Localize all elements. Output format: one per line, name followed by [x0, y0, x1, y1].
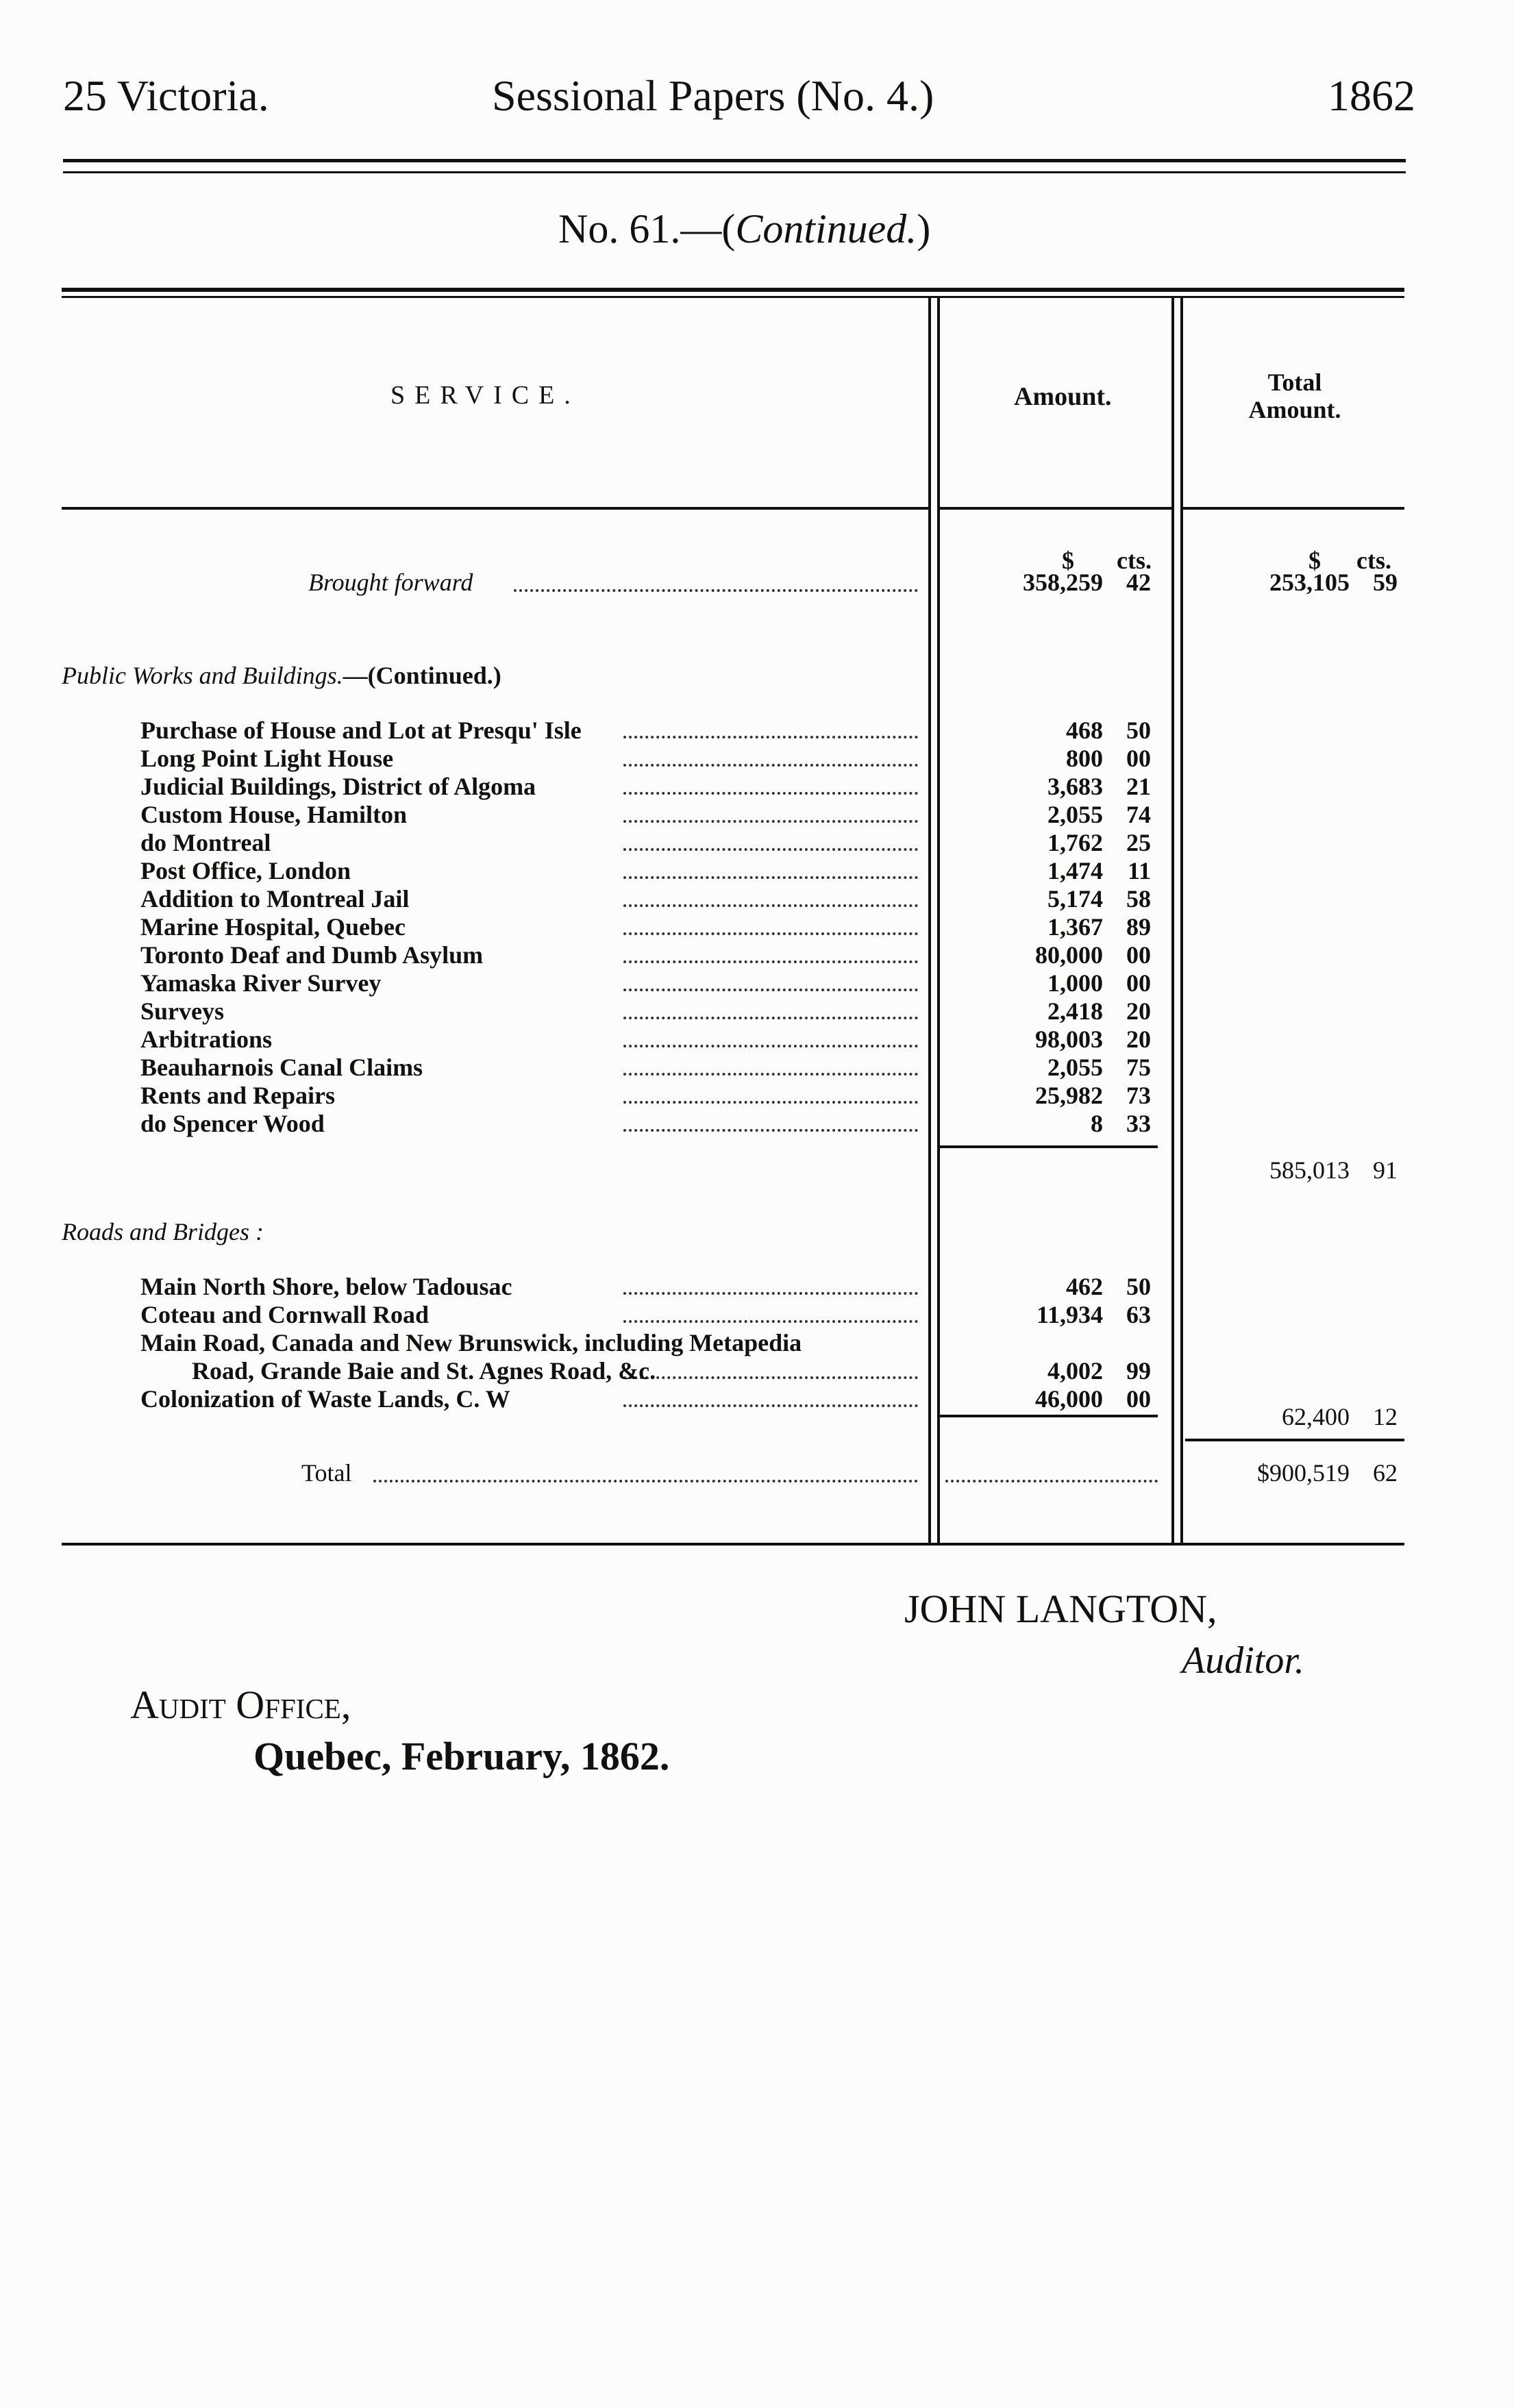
dot-leader — [623, 876, 918, 879]
line-item-label: Surveys — [140, 997, 225, 1025]
running-header-center: Sessional Papers (No. 4.) — [492, 71, 934, 120]
roads-subtotal-cents: 12 — [1373, 1403, 1398, 1430]
brought-forward-amount: 358,259 — [1023, 569, 1103, 596]
line-item-amount: 8 — [1091, 1110, 1103, 1137]
header-underline — [937, 507, 1174, 510]
total-label: Total — [301, 1459, 352, 1487]
grand-total-cents: 62 — [1373, 1459, 1398, 1487]
line-item-amount-cents: 99 — [1126, 1357, 1151, 1385]
line-item-amount: 3,683 — [1047, 773, 1103, 800]
line-item-amount: 25,982 — [1035, 1082, 1103, 1109]
line-item-label: Yamaska River Survey — [140, 969, 382, 997]
dot-leader — [514, 589, 918, 592]
line-item-amount-cents: 21 — [1126, 773, 1151, 800]
public-works-subtotal: 585,013 — [1269, 1156, 1350, 1184]
dot-leader — [623, 904, 918, 907]
grand-total: $900,519 — [1257, 1459, 1350, 1487]
column-header-amount: Amount. — [1014, 382, 1112, 411]
line-item-amount: 2,055 — [1047, 1054, 1103, 1081]
dot-leader — [623, 1073, 918, 1076]
column-divider — [1171, 298, 1174, 1545]
line-item-label: Custom House, Hamilton — [140, 801, 408, 828]
line-item-amount-cents: 00 — [1126, 941, 1151, 969]
line-item-amount-cents: 00 — [1126, 969, 1151, 997]
line-item-amount: 1,474 — [1047, 857, 1103, 884]
line-item-amount-cents: 20 — [1126, 1026, 1151, 1053]
dot-leader — [623, 1101, 918, 1104]
subtotal-rule — [939, 1415, 1158, 1417]
dot-leader — [623, 1320, 918, 1323]
column-header-total: Total Amount. — [1248, 369, 1341, 423]
line-item-amount: 1,367 — [1047, 913, 1103, 941]
dot-leader — [623, 989, 918, 991]
line-item-amount-cents: 25 — [1126, 829, 1151, 856]
dot-leader — [623, 1045, 918, 1047]
table-bottom-rule — [62, 1543, 1404, 1546]
line-item-amount-cents: 63 — [1126, 1301, 1151, 1328]
line-item-label: Judicial Buildings, District of Algoma — [140, 773, 536, 800]
brought-forward-amount-cents: 42 — [1126, 569, 1151, 596]
auditor-name: JOHN LANGTON, — [904, 1587, 1217, 1631]
dot-leader — [623, 848, 918, 851]
line-item-amount: 462 — [1066, 1273, 1103, 1300]
dot-leader — [623, 792, 918, 795]
dot-leader — [623, 960, 918, 963]
line-item-label: Long Point Light House — [140, 745, 394, 772]
header-rule-top — [63, 159, 1406, 162]
line-item-label: Coteau and Cornwall Road — [140, 1301, 430, 1328]
line-item-amount: 80,000 — [1035, 941, 1103, 969]
line-item-amount-cents: 00 — [1126, 1385, 1151, 1413]
header-rule-bottom — [63, 171, 1406, 173]
line-item-label: Main North Shore, below Tadousac — [140, 1273, 512, 1300]
header-underline — [1180, 507, 1404, 510]
line-item-amount: 468 — [1066, 717, 1103, 744]
dot-leader — [945, 1480, 1158, 1482]
line-item-amount: 46,000 — [1035, 1385, 1103, 1413]
dot-leader — [623, 1404, 918, 1407]
line-item-amount-cents: 11 — [1127, 857, 1151, 884]
dot-leader — [623, 820, 918, 823]
line-item-label: do Spencer Wood — [140, 1110, 325, 1137]
line-item-label: Rents and Repairs — [140, 1082, 336, 1109]
dot-leader — [623, 1017, 918, 1019]
public-works-subtotal-cents: 91 — [1373, 1156, 1398, 1184]
brought-forward-total-cents: 59 — [1373, 569, 1398, 596]
line-item-amount-cents: 33 — [1126, 1110, 1151, 1137]
total-cents-label: cts. — [1356, 547, 1391, 574]
table-top-rule-2 — [62, 296, 1404, 298]
line-item-label: Colonization of Waste Lands, C. W — [140, 1385, 510, 1413]
dot-leader — [623, 1376, 918, 1379]
brought-forward-label: Brought forward — [308, 569, 473, 596]
column-divider — [937, 298, 940, 1545]
line-item-amount: 1,000 — [1047, 969, 1103, 997]
line-item-amount-cents: 20 — [1126, 997, 1151, 1025]
amount-cents-label: cts. — [1117, 547, 1152, 574]
auditor-title: Auditor. — [1182, 1639, 1304, 1682]
doc-number: No. 61.—(Continued.) — [558, 206, 931, 251]
line-item-amount: 98,003 — [1035, 1026, 1103, 1053]
column-divider — [1180, 298, 1183, 1545]
line-item-amount-cents: 73 — [1126, 1082, 1151, 1109]
line-item-amount: 800 — [1066, 745, 1103, 772]
line-item-label: Addition to Montreal Jail — [140, 885, 410, 913]
dot-leader — [623, 764, 918, 767]
amount-dollar-sign: $ — [1062, 547, 1074, 574]
line-item-amount: 1,762 — [1047, 829, 1103, 856]
office-line-2: Quebec, February, 1862. — [253, 1734, 670, 1778]
subtotal-rule — [939, 1145, 1158, 1148]
line-item-label-continued: Road, Grande Baie and St. Agnes Road, &c. — [192, 1357, 656, 1385]
line-item-label: do Montreal — [140, 829, 271, 856]
office-line-1: Audit Office, — [130, 1683, 351, 1727]
line-item-label: Arbitrations — [140, 1026, 272, 1053]
line-item-amount-cents: 50 — [1126, 1273, 1151, 1300]
line-item-amount-cents: 75 — [1126, 1054, 1151, 1081]
running-header-right: 1862 — [1328, 71, 1415, 120]
line-item-amount-cents: 89 — [1126, 913, 1151, 941]
line-item-label: Beauharnois Canal Claims — [140, 1054, 423, 1081]
line-item-amount-cents: 50 — [1126, 717, 1151, 744]
dot-leader — [373, 1480, 918, 1482]
line-item-label: Marine Hospital, Quebec — [140, 913, 406, 941]
line-item-amount: 2,055 — [1047, 801, 1103, 828]
public-works-heading: Public Works and Buildings.—(Continued.) — [62, 662, 501, 689]
line-item-amount-cents: 00 — [1126, 745, 1151, 772]
line-item-amount: 4,002 — [1047, 1357, 1103, 1385]
roads-subtotal: 62,400 — [1282, 1403, 1350, 1430]
line-item-amount: 11,934 — [1036, 1301, 1103, 1328]
roads-heading: Roads and Bridges : — [62, 1218, 264, 1245]
table-top-rule — [62, 288, 1404, 292]
line-item-label: Main Road, Canada and New Brunswick, including Metapedia — [140, 1329, 802, 1356]
line-item-label: Toronto Deaf and Dumb Asylum — [140, 941, 484, 969]
dot-leader — [623, 1129, 918, 1132]
running-header-left: 25 Victoria. — [63, 71, 269, 120]
total-rule — [1185, 1439, 1404, 1441]
line-item-amount: 2,418 — [1047, 997, 1103, 1025]
dot-leader — [623, 1292, 918, 1295]
line-item-label: Purchase of House and Lot at Presqu' Isle — [140, 717, 582, 744]
column-header-service: SERVICE. — [390, 381, 580, 410]
line-item-label: Post Office, London — [140, 857, 351, 884]
line-item-amount-cents: 58 — [1126, 885, 1151, 913]
brought-forward-total: 253,105 — [1269, 569, 1350, 596]
dot-leader — [623, 736, 918, 738]
column-divider — [928, 298, 931, 1545]
line-item-amount-cents: 74 — [1126, 801, 1151, 828]
line-item-amount: 5,174 — [1047, 885, 1103, 913]
header-underline — [62, 507, 930, 510]
accounts-table — [62, 288, 1404, 1548]
dot-leader — [623, 932, 918, 935]
total-dollar-sign: $ — [1308, 547, 1321, 574]
